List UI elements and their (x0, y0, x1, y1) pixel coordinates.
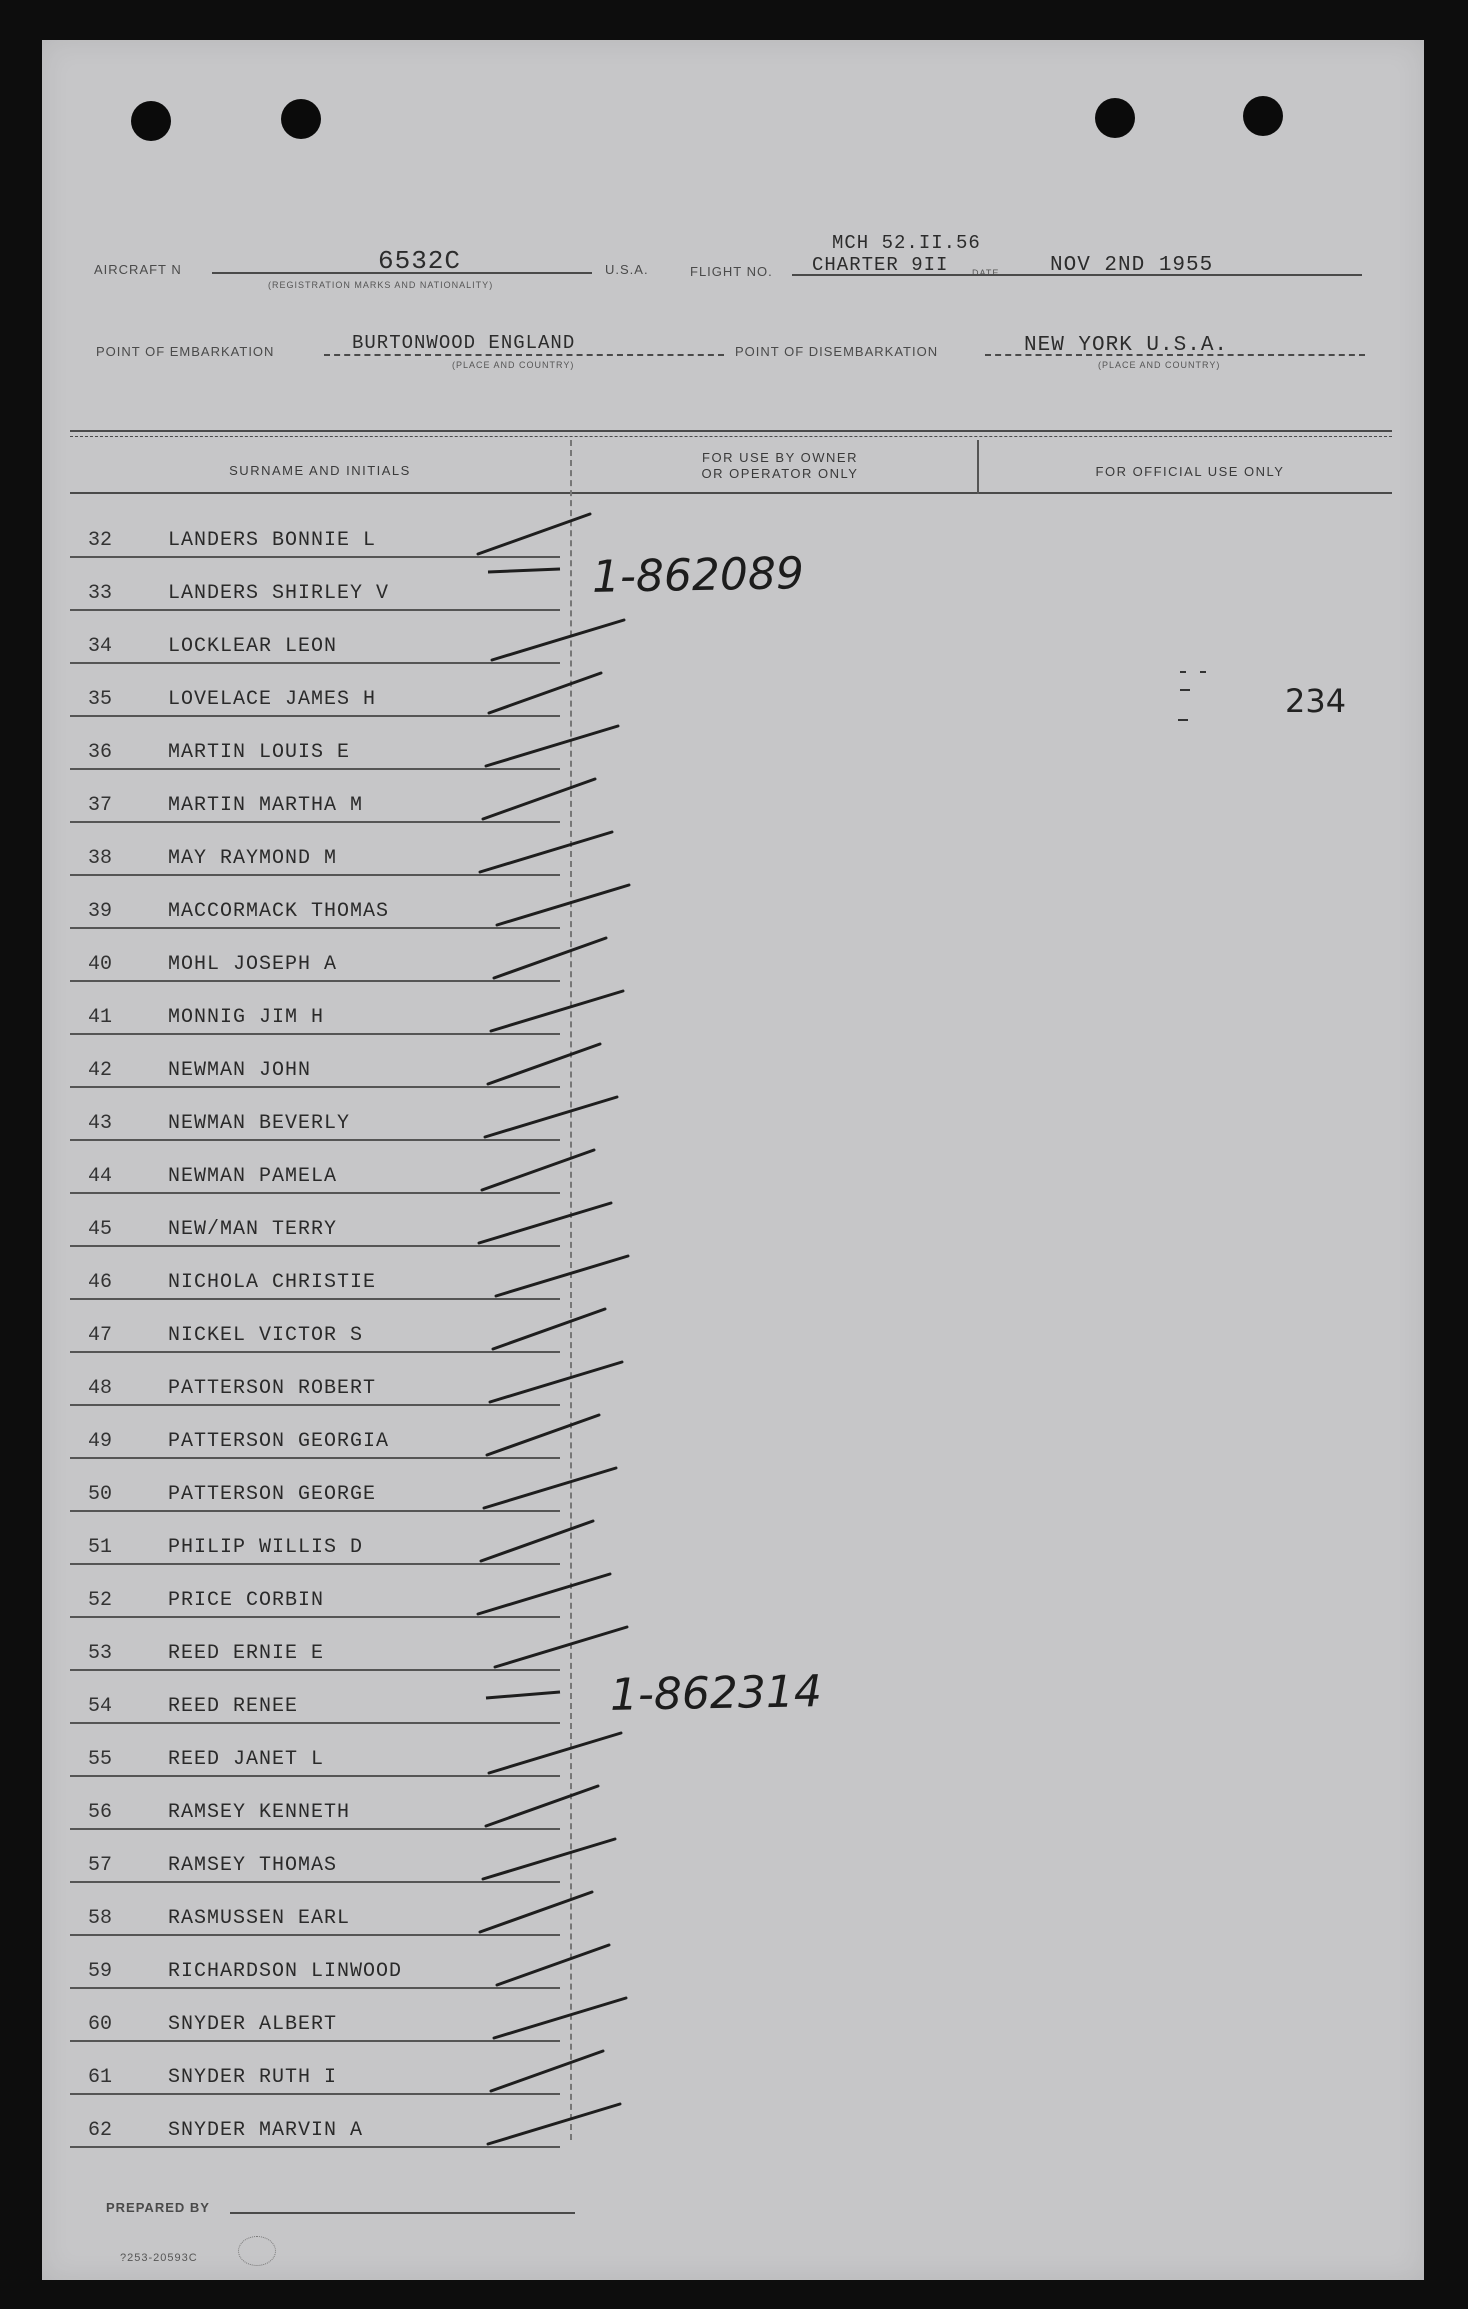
passenger-name: NEWMAN BEVERLY (168, 1112, 351, 1135)
passenger-number: 48 (88, 1377, 113, 1400)
passenger-name: REED RENEE (168, 1695, 299, 1718)
passenger-number: 56 (88, 1801, 113, 1824)
surname-column-header: SURNAME AND INITIALS (229, 463, 411, 478)
disembarkation-sublabel: (PLACE AND COUNTRY) (1098, 360, 1221, 370)
disembarkation-value: NEW YORK U.S.A. (1024, 334, 1229, 357)
passenger-number: 44 (88, 1165, 113, 1188)
aircraft-value: 6532C (378, 246, 462, 276)
passenger-number: 54 (88, 1695, 113, 1718)
passenger-name: RAMSEY KENNETH (168, 1801, 351, 1824)
passenger-name: REED ERNIE E (168, 1642, 325, 1665)
passenger-name: LOVELACE JAMES H (168, 688, 377, 711)
passenger-name: NEW/MAN TERRY (168, 1218, 338, 1241)
passenger-number: 34 (88, 635, 113, 658)
flight-top: MCH 52.II.56 (832, 232, 981, 254)
passenger-row (70, 1724, 560, 1777)
passenger-name: MACCORMACK THOMAS (168, 900, 390, 923)
passenger-name: LOCKLEAR LEON (168, 635, 338, 658)
passenger-number: 41 (88, 1006, 113, 1029)
passenger-name: PATTERSON GEORGE (168, 1483, 377, 1506)
passenger-row (70, 2095, 560, 2148)
passenger-row (70, 1777, 560, 1830)
passenger-row (70, 1512, 560, 1565)
passenger-name: SNYDER MARVIN A (168, 2119, 364, 2142)
passenger-name: NEWMAN JOHN (168, 1059, 312, 1082)
passenger-number: 62 (88, 2119, 113, 2142)
passenger-row (70, 823, 560, 876)
passenger-name: NICKEL VICTOR S (168, 1324, 364, 1347)
passenger-number: 49 (88, 1430, 113, 1453)
embarkation-sublabel: (PLACE AND COUNTRY) (452, 360, 575, 370)
passenger-number: 46 (88, 1271, 113, 1294)
passenger-row (70, 1141, 560, 1194)
passenger-name: LANDERS SHIRLEY V (168, 582, 390, 605)
date-value: NOV 2ND 1955 (1050, 254, 1214, 277)
passenger-number: 57 (88, 1854, 113, 1877)
passenger-row (70, 611, 560, 664)
passenger-number: 42 (88, 1059, 113, 1082)
aircraft-label: AIRCRAFT N (94, 262, 182, 277)
printer-seal (238, 2236, 276, 2266)
passenger-row (70, 1035, 560, 1088)
passenger-row (70, 1936, 560, 1989)
passenger-row (70, 664, 560, 717)
punch-hole-right-1 (1095, 98, 1135, 138)
passenger-name: MONNIG JIM H (168, 1006, 325, 1029)
passenger-row (70, 876, 560, 929)
passenger-number: 50 (88, 1483, 113, 1506)
passenger-row (70, 770, 560, 823)
passenger-row (70, 1459, 560, 1512)
passenger-name: RICHARDSON LINWOOD (168, 1960, 403, 1983)
passenger-number: 43 (88, 1112, 113, 1135)
passenger-number: 45 (88, 1218, 113, 1241)
passenger-number: 58 (88, 1907, 113, 1930)
passenger-name: PHILIP WILLIS D (168, 1536, 364, 1559)
passenger-name: RASMUSSEN EARL (168, 1907, 351, 1930)
handwritten-note-33: 1-862089 (591, 548, 805, 603)
passenger-row (70, 1883, 560, 1936)
page-number: 234 (1285, 682, 1347, 720)
form-code: ?253-20593C (120, 2252, 198, 2264)
passenger-name: NEWMAN PAMELA (168, 1165, 338, 1188)
passenger-name: MAY RAYMOND M (168, 847, 338, 870)
prepared-by-label: PREPARED BY (106, 2200, 210, 2215)
handwritten-note-54: 1-862314 (609, 1666, 823, 1721)
aircraft-underline (212, 272, 592, 274)
passenger-number: 52 (88, 1589, 113, 1612)
header-rule-bottom (70, 492, 1392, 494)
passenger-row (70, 929, 560, 982)
column-divider-2 (977, 440, 979, 494)
column-divider-1 (570, 440, 572, 2140)
passenger-name: PATTERSON GEORGIA (168, 1430, 390, 1453)
passenger-number: 55 (88, 1748, 113, 1771)
header-rule-top (70, 430, 1392, 432)
date-label: DATE (972, 268, 1000, 278)
passenger-number: 61 (88, 2066, 113, 2089)
passenger-row (70, 1989, 560, 2042)
passenger-number: 37 (88, 794, 113, 817)
passenger-row (70, 1300, 560, 1353)
passenger-row (70, 1194, 560, 1247)
passenger-name: RAMSEY THOMAS (168, 1854, 338, 1877)
passenger-number: 39 (88, 900, 113, 923)
country-label: U.S.A. (605, 262, 649, 277)
passenger-name: PATTERSON ROBERT (168, 1377, 377, 1400)
passenger-row (70, 1088, 560, 1141)
passenger-row (70, 982, 560, 1035)
flight-underline (792, 274, 1362, 276)
disembarkation-label: POINT OF DISEMBARKATION (735, 344, 939, 359)
embarkation-value: BURTONWOOD ENGLAND (352, 332, 576, 354)
passenger-name: MARTIN MARTHA M (168, 794, 364, 817)
flight-value: CHARTER 9II (812, 254, 949, 276)
embarkation-label: POINT OF EMBARKATION (96, 344, 275, 359)
passenger-row (70, 1353, 560, 1406)
passenger-row (70, 1247, 560, 1300)
punch-hole-right-2 (1243, 96, 1283, 136)
owner-column-header-2: OR OPERATOR ONLY (701, 466, 859, 481)
passenger-row (70, 505, 560, 558)
row-underline (70, 2146, 560, 2148)
passenger-row (70, 1565, 560, 1618)
passenger-row (70, 1830, 560, 1883)
passenger-name: SNYDER ALBERT (168, 2013, 338, 2036)
passenger-row (70, 2042, 560, 2095)
passenger-name: REED JANET L (168, 1748, 325, 1771)
passenger-number: 60 (88, 2013, 113, 2036)
passenger-row (70, 1406, 560, 1459)
passenger-number: 38 (88, 847, 113, 870)
passenger-row (70, 1618, 560, 1671)
passenger-name: NICHOLA CHRISTIE (168, 1271, 377, 1294)
owner-column-header-1: FOR USE BY OWNER (702, 450, 858, 465)
passenger-name: MARTIN LOUIS E (168, 741, 351, 764)
prepared-by-underline (230, 2212, 575, 2214)
passenger-number: 36 (88, 741, 113, 764)
passenger-number: 40 (88, 953, 113, 976)
passenger-number: 32 (88, 529, 113, 552)
passenger-name: SNYDER RUTH I (168, 2066, 338, 2089)
passenger-row (70, 1671, 560, 1724)
passenger-name: LANDERS BONNIE L (168, 529, 377, 552)
passenger-number: 53 (88, 1642, 113, 1665)
aircraft-sublabel: (REGISTRATION MARKS AND NATIONALITY) (268, 280, 494, 290)
disembarkation-underline (985, 354, 1365, 356)
passenger-row (70, 717, 560, 770)
passenger-name: MOHL JOSEPH A (168, 953, 338, 976)
passenger-number: 59 (88, 1960, 113, 1983)
passenger-row (70, 558, 560, 611)
official-column-header: FOR OFFICIAL USE ONLY (1095, 464, 1285, 479)
passenger-number: 51 (88, 1536, 113, 1559)
passenger-number: 35 (88, 688, 113, 711)
header-rule-top-2 (70, 436, 1392, 437)
punch-hole-left-2 (281, 99, 321, 139)
passenger-name: PRICE CORBIN (168, 1589, 325, 1612)
embarkation-underline (324, 354, 724, 356)
flight-label: FLIGHT NO. (690, 264, 773, 279)
passenger-number: 33 (88, 582, 113, 605)
punch-hole-left-1 (131, 101, 171, 141)
passenger-number: 47 (88, 1324, 113, 1347)
